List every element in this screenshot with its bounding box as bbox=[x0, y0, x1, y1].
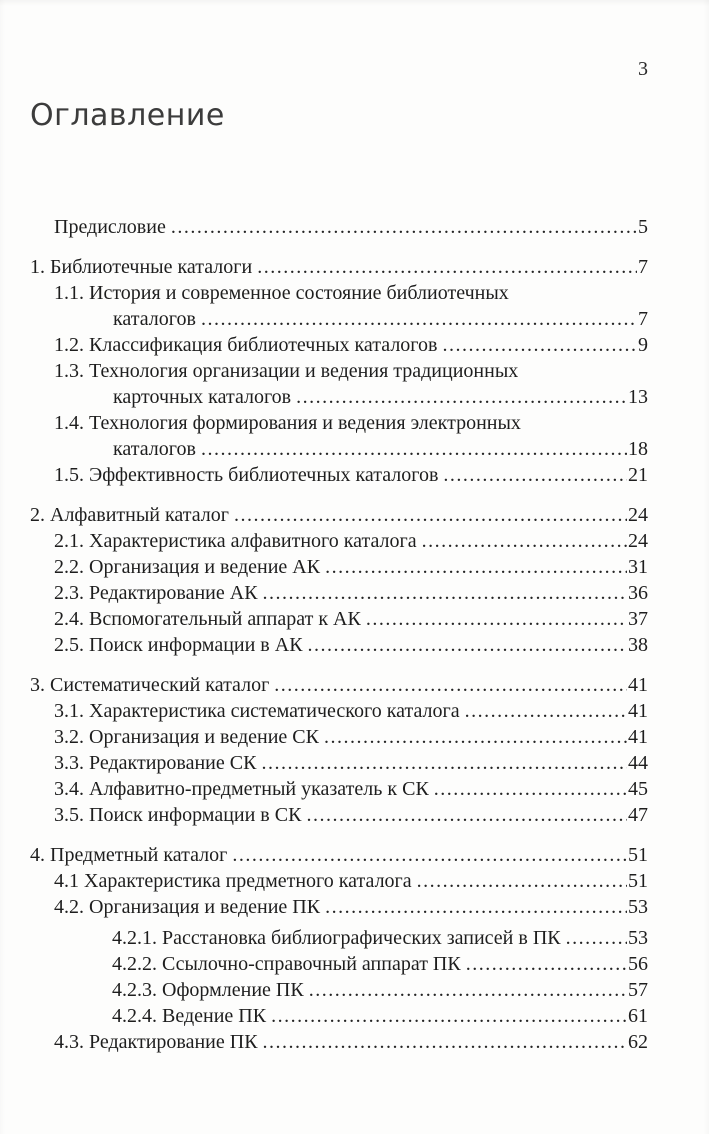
dot-leader bbox=[366, 606, 627, 632]
toc-page-ref: 7 bbox=[638, 256, 648, 278]
toc-entry-text: 1.4. Технология формирования и ведения электронных bbox=[54, 412, 521, 434]
toc-row bbox=[30, 306, 648, 332]
dot-leader bbox=[201, 436, 627, 462]
dot-leader bbox=[434, 776, 627, 802]
toc-page-ref: 62 bbox=[628, 1031, 648, 1053]
toc-row bbox=[30, 580, 648, 606]
toc-row-wrap bbox=[30, 410, 648, 436]
toc-entry-text: 3.2. Организация и ведение СК bbox=[54, 726, 319, 748]
toc-page-ref: 31 bbox=[628, 556, 648, 578]
dot-leader bbox=[271, 1003, 627, 1029]
toc-page-ref: 53 bbox=[628, 927, 648, 949]
toc-entry-text: 4.2.4. Ведение ПК bbox=[112, 1005, 267, 1027]
toc-row-wrap bbox=[30, 280, 648, 306]
toc-entry bbox=[30, 724, 648, 750]
dot-leader bbox=[263, 580, 627, 606]
dot-leader bbox=[325, 894, 627, 920]
toc-page-ref: 5 bbox=[638, 216, 648, 238]
toc-entry-text: 3. Систематический каталог bbox=[30, 674, 270, 696]
toc-row bbox=[30, 776, 648, 802]
toc-row bbox=[30, 502, 648, 528]
toc-row bbox=[30, 606, 648, 632]
toc-entry bbox=[30, 528, 648, 554]
toc-page-ref: 41 bbox=[628, 726, 648, 748]
toc-entry-text: 2.4. Вспомогательный аппарат к АК bbox=[54, 608, 361, 630]
toc-entry bbox=[30, 280, 648, 332]
toc-entry-text: 2. Алфавитный каталог bbox=[30, 504, 229, 526]
toc-row bbox=[30, 672, 648, 698]
toc-page-ref: 21 bbox=[628, 464, 648, 486]
toc-entry-text: 2.1. Характеристика алфавитного каталога bbox=[54, 530, 417, 552]
toc-entry bbox=[30, 894, 648, 920]
toc-row bbox=[30, 528, 648, 554]
dot-leader bbox=[308, 632, 627, 658]
dot-leader bbox=[466, 951, 627, 977]
toc-entry-text: 4.2. Организация и ведение ПК bbox=[54, 896, 321, 918]
toc-entry bbox=[30, 214, 648, 240]
toc-row bbox=[30, 894, 648, 920]
toc-row bbox=[30, 1029, 648, 1055]
toc-page-ref: 44 bbox=[628, 752, 648, 774]
toc-entry-text: 2.5. Поиск информации в АК bbox=[54, 634, 303, 656]
toc-entry-text: 4.3. Редактирование ПК bbox=[54, 1031, 258, 1053]
toc-row bbox=[30, 977, 648, 1003]
toc-entry-text: 2.3. Редактирование АК bbox=[54, 582, 258, 604]
toc-row bbox=[30, 332, 648, 358]
toc-entry-text: 4.2.1. Расстановка библиографических записей в ПК bbox=[112, 927, 561, 949]
toc-row bbox=[30, 554, 648, 580]
toc-entry-text: 1. Библиотечные каталоги bbox=[30, 256, 253, 278]
toc-page-ref: 51 bbox=[628, 870, 648, 892]
toc-entry bbox=[30, 580, 648, 606]
dot-leader bbox=[263, 1029, 627, 1055]
dot-leader bbox=[309, 977, 627, 1003]
toc-page-ref: 18 bbox=[628, 438, 648, 460]
dot-leader bbox=[324, 724, 627, 750]
dot-leader bbox=[443, 462, 627, 488]
toc-row bbox=[30, 254, 648, 280]
toc-list bbox=[30, 214, 648, 1055]
toc-entry bbox=[30, 462, 648, 488]
toc-page-ref: 61 bbox=[628, 1005, 648, 1027]
page-number: 3 bbox=[638, 58, 648, 80]
toc-entry-text: карточных каталогов bbox=[113, 386, 292, 408]
toc-page-ref: 53 bbox=[628, 896, 648, 918]
toc-entry bbox=[30, 842, 648, 868]
toc-entry-text: Предисловие bbox=[54, 216, 166, 238]
toc-entry bbox=[30, 802, 648, 828]
dot-leader bbox=[417, 868, 627, 894]
toc-entry-text: 2.2. Организация и ведение АК bbox=[54, 556, 321, 578]
toc-row bbox=[30, 436, 648, 462]
dot-leader bbox=[261, 750, 627, 776]
toc-entry bbox=[30, 410, 648, 462]
toc-entry bbox=[30, 554, 648, 580]
toc-entry bbox=[30, 332, 648, 358]
toc-entry-text: 3.3. Редактирование СК bbox=[54, 752, 257, 774]
toc-page-ref: 41 bbox=[628, 674, 648, 696]
toc-entry-text: 1.1. История и современное состояние библиотечных bbox=[54, 282, 509, 304]
toc-entry bbox=[30, 951, 648, 977]
toc-row bbox=[30, 724, 648, 750]
toc-entry-text: 4.2.2. Ссылочно-справочный аппарат ПК bbox=[112, 953, 461, 975]
toc-page-ref: 9 bbox=[638, 334, 648, 356]
dot-leader bbox=[171, 214, 637, 240]
toc-page-ref: 13 bbox=[628, 386, 648, 408]
toc-page-ref: 38 bbox=[628, 634, 648, 656]
toc-entry bbox=[30, 1029, 648, 1055]
toc-row-wrap bbox=[30, 358, 648, 384]
dot-leader bbox=[201, 306, 637, 332]
toc-entry-text: 1.3. Технология организации и ведения традиционных bbox=[54, 360, 519, 382]
toc-entry-text: 3.4. Алфавитно-предметный указатель к СК bbox=[54, 778, 429, 800]
toc-entry-text: 4.1 Характеристика предметного каталога bbox=[54, 870, 412, 892]
toc-entry bbox=[30, 868, 648, 894]
toc-row bbox=[30, 802, 648, 828]
dot-leader bbox=[257, 254, 637, 280]
toc-page-ref: 51 bbox=[628, 844, 648, 866]
toc-page-ref: 41 bbox=[628, 700, 648, 722]
toc-entry bbox=[30, 606, 648, 632]
dot-leader bbox=[234, 502, 627, 528]
toc-entry bbox=[30, 358, 648, 410]
toc-entry bbox=[30, 698, 648, 724]
toc-entry bbox=[30, 776, 648, 802]
toc-row bbox=[30, 925, 648, 951]
toc-row bbox=[30, 1003, 648, 1029]
dot-leader bbox=[325, 554, 627, 580]
toc-entry-text: 4. Предметный каталог bbox=[30, 844, 228, 866]
dot-leader bbox=[306, 802, 627, 828]
toc-entry bbox=[30, 672, 648, 698]
toc-page-ref: 24 bbox=[628, 504, 648, 526]
toc-entry-text: 1.5. Эффективность библиотечных каталогов bbox=[54, 464, 439, 486]
toc-row bbox=[30, 951, 648, 977]
toc-entry bbox=[30, 502, 648, 528]
dot-leader bbox=[566, 925, 627, 951]
toc-page-ref: 36 bbox=[628, 582, 648, 604]
page-title: Оглавление bbox=[30, 98, 225, 133]
toc-entry bbox=[30, 632, 648, 658]
toc-page-ref: 57 bbox=[628, 979, 648, 1001]
toc-page-ref: 56 bbox=[628, 953, 648, 975]
toc-entry-text: 4.2.3. Оформление ПК bbox=[112, 979, 304, 1001]
dot-leader bbox=[465, 698, 627, 724]
toc-entry bbox=[30, 1003, 648, 1029]
toc-entry-text: каталогов bbox=[113, 438, 196, 460]
toc-page-ref: 24 bbox=[628, 530, 648, 552]
dot-leader bbox=[422, 528, 627, 554]
dot-leader bbox=[232, 842, 627, 868]
dot-leader bbox=[442, 332, 637, 358]
toc-entry bbox=[30, 254, 648, 280]
toc-entry-text: 3.5. Поиск информации в СК bbox=[54, 804, 302, 826]
toc-page-ref: 45 bbox=[628, 778, 648, 800]
toc-entry-text: каталогов bbox=[113, 308, 196, 330]
toc-entry bbox=[30, 925, 648, 951]
toc-page-ref: 37 bbox=[628, 608, 648, 630]
toc-row bbox=[30, 214, 648, 240]
toc-entry-text: 3.1. Характеристика систематического каталога bbox=[54, 700, 460, 722]
toc-entry bbox=[30, 977, 648, 1003]
toc-row bbox=[30, 698, 648, 724]
toc-page-ref: 47 bbox=[628, 804, 648, 826]
dot-leader bbox=[274, 672, 627, 698]
toc-row bbox=[30, 842, 648, 868]
toc-entry-text: 1.2. Классификация библиотечных каталогов bbox=[54, 334, 438, 356]
toc-row bbox=[30, 632, 648, 658]
toc-row bbox=[30, 462, 648, 488]
toc-page-ref: 7 bbox=[638, 308, 648, 330]
dot-leader bbox=[296, 384, 627, 410]
toc-entry bbox=[30, 750, 648, 776]
toc-row bbox=[30, 868, 648, 894]
toc-row bbox=[30, 750, 648, 776]
toc-row bbox=[30, 384, 648, 410]
